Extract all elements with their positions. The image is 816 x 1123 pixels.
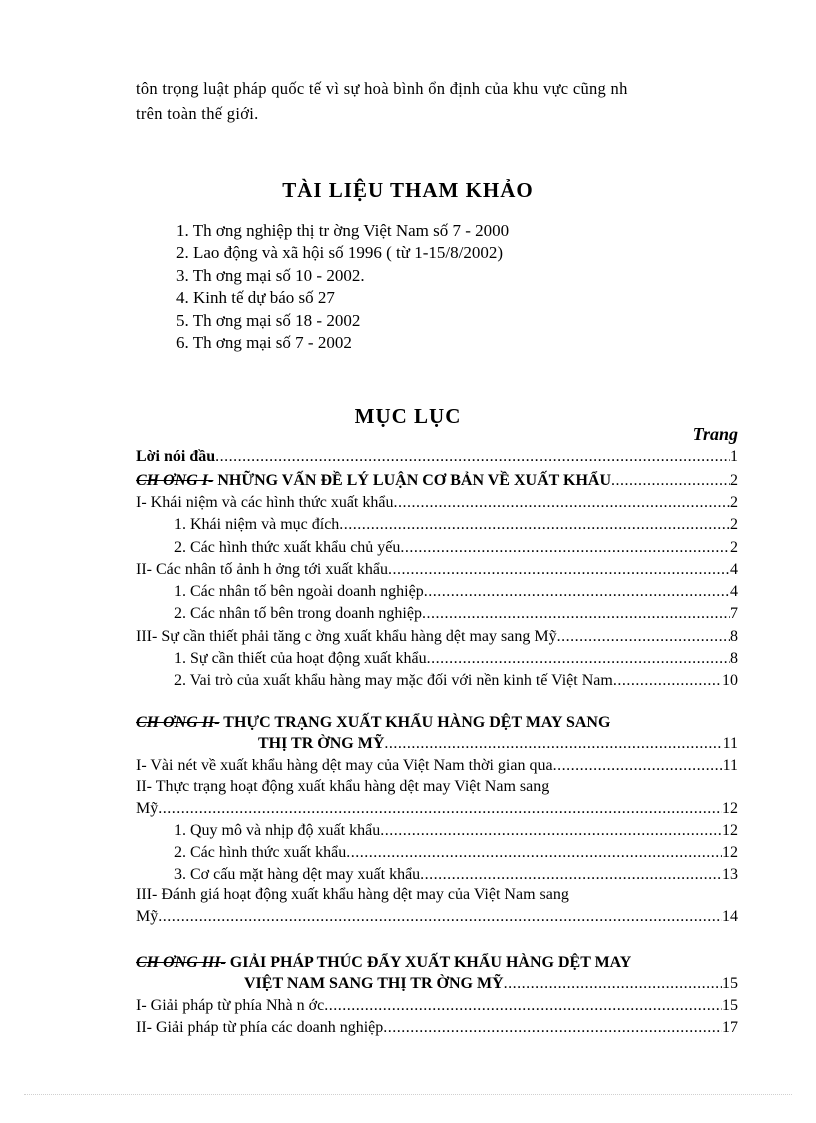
toc-entry-preface[interactable] bbox=[136, 446, 738, 468]
reference-item: 3. Th ơng mại số 10 - 2002. bbox=[176, 265, 365, 285]
toc-leader-dots bbox=[383, 1017, 722, 1039]
toc-chapter-3[interactable] bbox=[244, 973, 738, 995]
intro-paragraph bbox=[136, 76, 736, 126]
toc-entry-page: 2 bbox=[730, 472, 738, 489]
reference-item: 5. Th ơng mại số 18 - 2002 bbox=[176, 310, 361, 330]
toc-entry-page: 7 bbox=[730, 605, 738, 622]
toc-leader-dots bbox=[420, 864, 722, 886]
toc-page-header: Trang bbox=[692, 424, 738, 444]
toc-leader-dots bbox=[613, 670, 722, 692]
toc-entry[interactable] bbox=[174, 514, 738, 536]
toc-entry-label: Mỹ bbox=[136, 800, 159, 817]
toc-leader-dots bbox=[422, 603, 730, 625]
toc-leader-dots bbox=[557, 626, 730, 648]
reference-item: 6. Th ơng mại số 7 - 2002 bbox=[176, 333, 352, 353]
toc-entry-page: 1 bbox=[730, 448, 738, 465]
toc-entry-page: 15 bbox=[722, 997, 738, 1014]
reference-item: 4. Kinh tế dự báo số 27 bbox=[176, 288, 335, 308]
toc-entry-label-line1: II- Thực trạng hoạt động xuất khẩu hàng dệt may Việt Nam sang bbox=[136, 778, 550, 795]
toc-entry[interactable] bbox=[136, 559, 738, 581]
toc-entry[interactable] bbox=[174, 603, 738, 625]
toc-entry-label: 1. Các nhân tố bên ngoài doanh nghiệp bbox=[174, 583, 424, 600]
toc-entry[interactable] bbox=[136, 906, 738, 928]
toc-chapter-title: NHỮNG VẤN ĐỀ LÝ LUẬN CƠ BẢN VỀ XUẤT KHẨU bbox=[213, 472, 612, 489]
toc-entry-label: 2. Các nhân tố bên trong doanh nghiệp bbox=[174, 605, 422, 622]
toc-entry-label: 2. Các hình thức xuất khẩu bbox=[174, 844, 347, 861]
reference-item: 2. Lao động và xã hội số 1996 ( từ 1-15/8/2002) bbox=[176, 243, 503, 263]
toc-entry-page: 2 bbox=[730, 516, 738, 533]
toc-entry[interactable] bbox=[136, 995, 738, 1017]
toc-entry-page: 15 bbox=[722, 975, 738, 992]
toc-leader-dots bbox=[393, 492, 730, 514]
toc-title: MỤC LỤC bbox=[354, 404, 462, 428]
toc-entry-page: 4 bbox=[730, 583, 738, 600]
toc-entry[interactable] bbox=[174, 864, 738, 886]
toc-entry-page: 11 bbox=[722, 735, 738, 752]
references-list bbox=[176, 220, 509, 354]
toc-leader-dots bbox=[384, 733, 722, 755]
toc-entry-label: 1. Khái niệm và mục đích bbox=[174, 516, 340, 533]
toc-chapter-3-heading[interactable] bbox=[136, 952, 738, 974]
toc-leader-dots bbox=[324, 995, 722, 1017]
toc-entry-label: 1. Quy mô và nhịp độ xuất khẩu bbox=[174, 822, 381, 839]
toc-chapter-label bbox=[136, 470, 611, 492]
toc-entry-page: 8 bbox=[730, 650, 738, 667]
toc-entry[interactable] bbox=[174, 537, 738, 559]
toc-entry-label: I- Vài nét về xuất khẩu hàng dệt may của Việt Nam thời gian qua bbox=[136, 757, 553, 774]
references-title: TÀI LIỆU THAM KHẢO bbox=[282, 178, 534, 202]
toc-entry[interactable] bbox=[174, 820, 738, 842]
toc-entry-page: 4 bbox=[730, 561, 738, 578]
toc-leader-dots bbox=[339, 514, 730, 536]
toc-entry[interactable] bbox=[174, 670, 738, 692]
toc-entry-label: Mỹ bbox=[136, 908, 159, 925]
toc-entry[interactable] bbox=[136, 755, 738, 777]
toc-entry-page: 11 bbox=[722, 757, 738, 774]
toc-entry[interactable] bbox=[174, 842, 738, 864]
toc-entry-page: 2 bbox=[730, 539, 738, 556]
toc-leader-dots bbox=[380, 820, 722, 842]
toc-entry-label: II- Giải pháp từ phía các doanh nghiệp bbox=[136, 1019, 384, 1036]
toc-entry-label: 2. Vai trò của xuất khẩu hàng may mặc đối với nền kinh tế Việt Nam bbox=[174, 672, 613, 689]
toc-chapter-tag: CH ƠNG II- bbox=[136, 714, 220, 731]
toc-chapter-title-cont: VIỆT NAM SANG THỊ TR ỜNG MỸ bbox=[244, 975, 504, 992]
toc-entry-page: 12 bbox=[722, 822, 738, 839]
toc-leader-dots bbox=[611, 470, 730, 492]
toc-chapter-title: GIẢI PHÁP THÚC ĐẨY XUẤT KHẨU HÀNG DỆT MAY bbox=[225, 954, 632, 971]
toc-entry-page: 17 bbox=[722, 1019, 738, 1036]
toc-chapter-2-heading[interactable] bbox=[136, 712, 738, 734]
toc-leader-dots bbox=[427, 648, 730, 670]
toc-entry-page: 8 bbox=[730, 628, 738, 645]
toc-leader-dots bbox=[504, 973, 722, 995]
intro-line-2: trên toàn thế giới. bbox=[136, 104, 259, 123]
toc-entry-page: 13 bbox=[722, 866, 738, 883]
toc-entry[interactable] bbox=[136, 798, 738, 820]
toc-entry-page: 14 bbox=[722, 908, 738, 925]
toc-leader-dots bbox=[400, 537, 730, 559]
toc-entry[interactable] bbox=[136, 1017, 738, 1039]
toc-leader-dots bbox=[424, 581, 730, 603]
toc-entry-label: I- Giải pháp từ phía Nhà n ớc bbox=[136, 997, 325, 1014]
toc-entry[interactable] bbox=[174, 648, 738, 670]
toc-entry-label: Lời nói đầu bbox=[136, 448, 216, 465]
toc-chapter-title: THỰC TRẠNG XUẤT KHẨU HÀNG DỆT MAY SANG bbox=[219, 714, 611, 731]
intro-line-1: tôn trọng luật pháp quốc tế vì sự hoà bình ổn định của khu vực cũng nh bbox=[136, 79, 628, 98]
reference-item: 1. Th ơng nghiệp thị tr ờng Việt Nam số 7 - 2000 bbox=[176, 221, 510, 240]
toc-leader-dots bbox=[158, 906, 722, 928]
toc-entry-page: 12 bbox=[722, 800, 738, 817]
toc-leader-dots bbox=[158, 798, 722, 820]
toc-leader-dots bbox=[215, 446, 730, 468]
toc-entry-page: 12 bbox=[722, 844, 738, 861]
toc-entry-label-line1: III- Đánh giá hoạt động xuất khẩu hàng dệt may của Việt Nam sang bbox=[136, 886, 569, 903]
toc-entry-page: 10 bbox=[722, 672, 738, 689]
toc-leader-dots bbox=[388, 559, 730, 581]
toc-entry-label: I- Khái niệm và các hình thức xuất khẩu bbox=[136, 494, 394, 511]
toc-leader-dots bbox=[553, 755, 723, 777]
toc-chapter-tag: CH ƠNG III- bbox=[136, 954, 226, 971]
toc-entry[interactable] bbox=[136, 626, 738, 648]
toc-entry-page: 2 bbox=[730, 494, 738, 511]
toc-entry-label: III- Sự cần thiết phải tăng c ờng xuất khẩu hàng dệt may sang Mỹ bbox=[136, 628, 557, 645]
toc-entry[interactable] bbox=[136, 492, 738, 514]
toc-chapter-tag: CH ƠNG I- bbox=[136, 472, 214, 489]
toc-leader-dots bbox=[346, 842, 722, 864]
toc-chapter-2[interactable] bbox=[258, 733, 738, 755]
toc-chapter-1[interactable] bbox=[136, 470, 738, 492]
page-bottom-rule bbox=[24, 1094, 792, 1095]
toc-entry[interactable] bbox=[174, 581, 738, 603]
toc-entry-label: 1. Sự cần thiết của hoạt động xuất khẩu bbox=[174, 650, 427, 667]
toc-entry-label: II- Các nhân tố ảnh h ởng tới xuất khẩu bbox=[136, 561, 388, 578]
toc-chapter-title-cont: THỊ TR ỜNG MỸ bbox=[258, 735, 385, 752]
toc-entry-label: 3. Cơ cấu mặt hàng dệt may xuất khẩu bbox=[174, 866, 421, 883]
toc-entry-label: 2. Các hình thức xuất khẩu chủ yếu bbox=[174, 539, 401, 556]
